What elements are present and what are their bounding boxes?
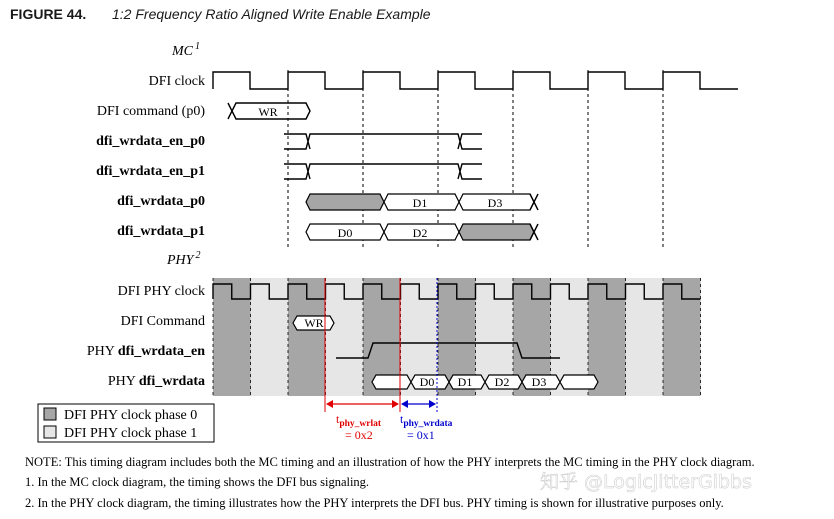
- label-phy-wrdata: PHY dfi_wrdata: [107, 374, 205, 389]
- mc-wrdata-p1-d0: D0: [337, 226, 353, 240]
- phy-wrdata-value: = 0x1: [407, 428, 435, 442]
- mc-wrdata-p0-wave: [306, 194, 538, 210]
- mc-heading: MC $^1$: [172, 41, 200, 59]
- mc-wrdata-en-p1-wave: [284, 164, 482, 179]
- mc-wrdata-p1-wave: [306, 224, 538, 240]
- phy-wrdata-d0: D0: [419, 375, 435, 389]
- phy-wrdata-label: $t_{phy\_wrdata}$: [400, 412, 453, 429]
- label-phy-clock: DFI PHY clock: [117, 284, 205, 299]
- figure-label: FIGURE 44.: [10, 6, 87, 22]
- legend-swatch-phase0: [44, 408, 56, 420]
- mc-command-wr: WR: [258, 105, 278, 119]
- mc-dfi-clock-wave: [213, 72, 738, 89]
- label-wrdata-en-p0: dfi_wrdata_en_p0: [96, 134, 205, 149]
- mc-wrdata-p0-d3: D3: [487, 196, 503, 210]
- phy-wrlat-label: $t_{phy\_wrlat}$: [336, 412, 382, 429]
- phy-wrdata-arrow: [401, 400, 436, 408]
- mc-command-wave: [228, 103, 310, 119]
- phy-command-wr: WR: [304, 316, 324, 330]
- label-wrdata-en-p1: dfi_wrdata_en_p1: [96, 164, 205, 179]
- legend-phase1: DFI PHY clock phase 1: [64, 426, 198, 441]
- label-phy-command: DFI Command: [120, 314, 205, 329]
- mc-wrdata-en-p0-wave: [284, 134, 482, 149]
- legend-phase0: DFI PHY clock phase 0: [64, 408, 198, 423]
- phy-wrlat-arrow: [326, 400, 399, 408]
- mc-wrdata-p1-d2: D2: [412, 226, 428, 240]
- phy-command-wave: [293, 316, 334, 330]
- legend-swatch-phase1: [44, 426, 56, 438]
- label-dfi-command: DFI command (p0): [96, 104, 205, 119]
- note-main: NOTE: This timing diagram includes both the MC timing and an illustration of how the PHY interprets the MC timing in the PHY clock diagram.: [25, 455, 755, 469]
- label-wrdata-p0: dfi_wrdata_p0: [117, 194, 205, 209]
- watermark: 知乎 @LogicJitterGibbs: [540, 471, 753, 493]
- phy-wrdata-d1: D1: [457, 375, 473, 389]
- label-dfi-clock: DFI clock: [148, 74, 205, 89]
- phy-wrlat-value: = 0x2: [345, 428, 373, 442]
- label-phy-wrdata-en: PHY dfi_wrdata_en: [86, 344, 205, 359]
- label-wrdata-p1: dfi_wrdata_p1: [117, 224, 205, 239]
- mc-wrdata-p0-d1: D1: [412, 196, 428, 210]
- figure-title: 1:2 Frequency Ratio Aligned Write Enable Example: [112, 6, 431, 22]
- legend: [38, 404, 214, 442]
- mc-gridlines: [288, 70, 663, 248]
- note-2: 2. In the PHY clock diagram, the timing illustrates how the PHY interprets the DFI bus. PHY timing is shown for illustrative purposes only.: [25, 496, 724, 510]
- phy-heading: PHY $^2$: [167, 250, 201, 268]
- note-1: 1. In the MC clock diagram, the timing shows the DFI bus signaling.: [25, 475, 370, 489]
- phy-wrdata-d3: D3: [531, 375, 547, 389]
- phy-wrdata-d2: D2: [494, 375, 510, 389]
